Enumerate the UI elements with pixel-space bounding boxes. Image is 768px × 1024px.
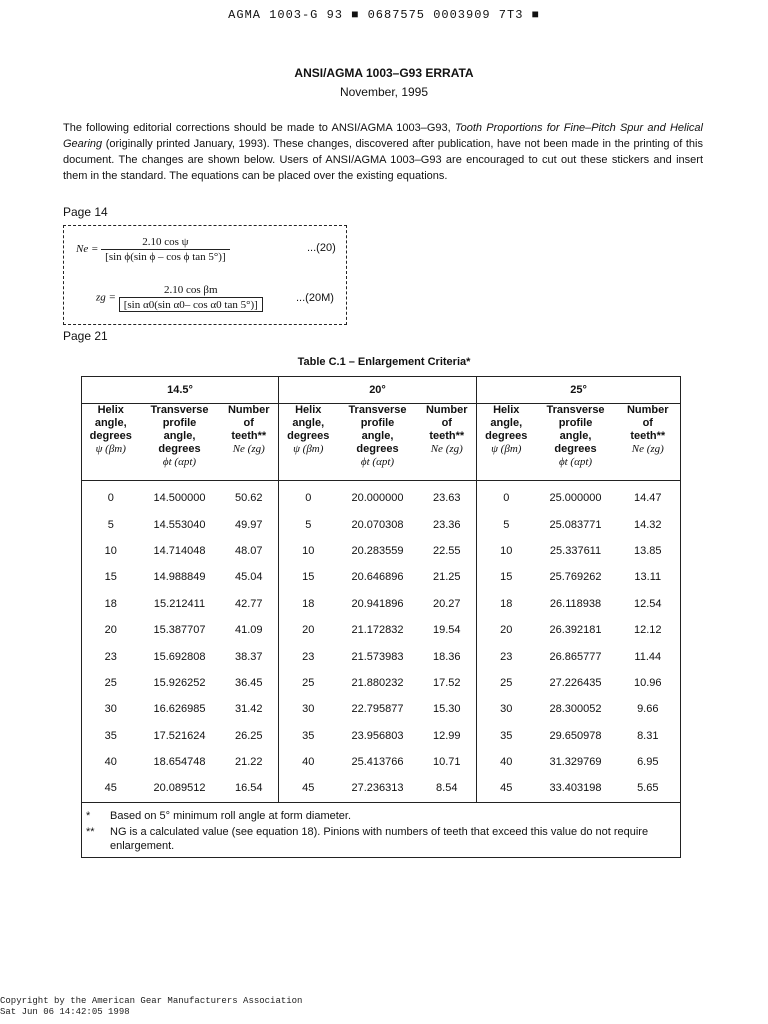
column-header-line: degrees [485,430,528,442]
table-cell: 20.283559 [351,544,404,557]
table-cell: 17.521624 [153,729,206,742]
intro-text-2: (originally printed January, 1993). These changes, discovered after publication, have not been made in the printing of this document. The changes are shown below. Users of ANSI/AGMA 1003–G93 are encouraged to cut out these stickers and insert them in the standard. The equations can be placed over the existing equations. [63,138,703,182]
table-cell: 12.99 [432,729,461,742]
table-cell: 35 [477,723,536,749]
intro-document-title: Tooth Proportions for Fine–Pitch Spur and Helical Gearing [63,122,703,150]
column-header-line: teeth** [630,430,666,442]
column-header-line: teeth** [231,430,267,442]
table-cell: 14.553040 [153,518,206,531]
table-cell: 20 [279,617,338,643]
table-cell: 23.63 [432,492,461,505]
copyright-notice [0,996,302,1018]
eq20m-label: ...(20M) [296,292,334,304]
column-header [82,404,140,481]
table-cell: 25 [477,670,536,696]
column-header-line: profile [162,417,197,429]
column-symbol: Ne (zg) [430,443,463,455]
eq20-denominator: [sin ϕ(sin ϕ – cos ϕ tan 5°)] [105,251,226,263]
table-cell: 14.988849 [153,571,206,584]
table-cell: 45 [279,775,338,802]
table-cell: 29.650978 [549,729,602,742]
table-cell: 26.865777 [549,650,602,663]
table-cell: 30 [82,696,140,722]
group-20-deg: 20° [279,377,477,404]
table-cell: 33.403198 [549,782,602,795]
column-header-line: angle, [559,430,592,442]
table-row [82,723,681,749]
table-cell: 5 [477,511,536,537]
table-row [82,775,681,802]
column-header-line: angle, [292,417,325,429]
column-header-line: degrees [356,443,399,455]
column-header [140,404,220,481]
equation-20m [96,284,263,312]
table-cell: 14.714048 [153,544,206,557]
table-body [82,481,681,803]
table-cell: 31.42 [234,703,263,716]
table-cell: 35 [279,723,338,749]
table-cell: 15.30 [432,703,461,716]
column-header-line: profile [360,417,395,429]
errata-date: November, 1995 [339,85,429,99]
column-header-line: angle, [163,430,196,442]
table-cell: 28.300052 [549,703,602,716]
equation-20 [76,236,230,263]
table-row [82,670,681,696]
table-cell: 21.573983 [351,650,404,663]
table-cell: 23.956803 [351,729,404,742]
table-cell: 20.941896 [351,597,404,610]
table-cell: 13.11 [616,564,681,590]
table-cell: 25.000000 [549,492,602,505]
table-cell: 11.44 [616,643,681,669]
table-row [82,643,681,669]
table-row [82,617,681,643]
table-cell: 5.65 [616,775,681,802]
table-cell: 20.000000 [351,492,404,505]
column-header-line: of [441,417,452,429]
page-21-label: Page 21 [63,329,108,343]
table-cell: 23 [477,643,536,669]
document-header-code: AGMA 1003-G 93 ■ 0687575 0003909 7T3 ■ [228,8,540,22]
table-cell: 41.09 [234,624,263,637]
column-header [536,404,616,481]
table-cell: 36.45 [234,676,263,689]
column-header-line: Transverse [348,404,407,416]
column-header-line: degrees [158,443,201,455]
table-cell: 18 [279,591,338,617]
column-symbol: Ne (zg) [232,443,265,455]
group-14-5-deg: 14.5° [82,377,279,404]
table-cell: 40 [477,749,536,775]
enlargement-criteria-table [81,376,681,858]
table-cell: 26.25 [234,729,263,742]
column-header [477,404,536,481]
table-row [82,481,681,512]
table-cell: 12.12 [616,617,681,643]
column-symbol: ψ (βm) [491,443,522,455]
table-cell: 21.172832 [351,624,404,637]
column-header-line: degrees [89,430,132,442]
eq20-lhs: Ne = [76,243,99,256]
table-cell: 17.52 [432,676,461,689]
table-cell: 10 [82,538,140,564]
footnote-1 [86,809,670,823]
table-cell: 23 [82,643,140,669]
table-cell: 25 [82,670,140,696]
table-cell: 26.392181 [549,624,602,637]
column-header [279,404,338,481]
table-row [82,538,681,564]
table-cell: 10.71 [432,756,461,769]
errata-title: ANSI/AGMA 1003–G93 ERRATA [294,66,474,80]
column-header-line: degrees [554,443,597,455]
eq20-numerator: 2.10 cos ψ [101,236,229,250]
column-header-line: of [243,417,254,429]
table-cell: 50.62 [234,492,263,505]
table-cell: 10 [279,538,338,564]
footnote-2-mark: ** [86,825,95,838]
table-cell: 45 [82,775,140,802]
table-cell: 15 [477,564,536,590]
table-cell: 42.77 [234,597,263,610]
group-25-deg: 25° [477,377,681,404]
table-cell: 20.070308 [351,518,404,531]
intro-text-1: The following editorial corrections should be made to ANSI/AGMA 1003–G93, [63,122,455,134]
table-cell: 23 [279,643,338,669]
table-cell: 21.22 [234,756,263,769]
table-cell: 48.07 [234,544,263,557]
column-header [220,404,279,481]
table-cell: 15.692808 [153,650,206,663]
table-cell: 20.646896 [351,571,404,584]
column-header-line: teeth** [429,430,465,442]
table-cell: 0 [82,481,140,512]
eq20m-numerator: 2.10 cos βm [119,284,263,298]
table-cell: 20 [82,617,140,643]
column-header-line: Helix [97,404,124,416]
table-cell: 0 [279,481,338,512]
table-row [82,511,681,537]
column-header-line: angle, [94,417,127,429]
table-title: Table C.1 – Enlargement Criteria* [297,356,471,368]
table-cell: 14.32 [616,511,681,537]
table-cell: 31.329769 [549,756,602,769]
column-symbol: ψ (βm) [293,443,324,455]
page-14-label: Page 14 [63,205,108,219]
table-cell: 21.25 [432,571,461,584]
table-cell: 25.337611 [549,544,602,557]
column-header-line: profile [558,417,593,429]
table-cell: 23.36 [432,518,461,531]
table-cell: 16.54 [234,782,263,795]
equation-sticker [63,225,347,325]
table-cell: 22.795877 [351,703,404,716]
table-cell: 6.95 [616,749,681,775]
column-header-line: degrees [287,430,330,442]
table-cell: 14.500000 [153,492,206,505]
table-cell: 38.37 [234,650,263,663]
table-cell: 15.926252 [153,676,206,689]
table-cell: 40 [279,749,338,775]
table-cell: 25.413766 [351,756,404,769]
column-header-line: angle, [361,430,394,442]
table-cell: 18 [477,591,536,617]
column-header [616,404,681,481]
table-cell: 5 [279,511,338,537]
table-row [82,591,681,617]
table-cell: 8.54 [436,782,458,795]
column-header [338,404,418,481]
copyright-line-2: Sat Jun 06 14:42:05 1998 [0,1007,130,1017]
table-cell: 18 [82,591,140,617]
table-cell: 30 [279,696,338,722]
column-header-line: Helix [295,404,322,416]
column-header [418,404,477,481]
table-cell: 45.04 [234,571,263,584]
footnote-1-mark: * [86,809,91,822]
eq20m-denominator: [sin α0(sin α0– cos α0 tan 5°)] [119,298,263,312]
table-cell: 25.769262 [549,571,602,584]
column-header-line: Helix [493,404,520,416]
table-cell: 49.97 [234,518,263,531]
column-header-line: Number [227,404,270,416]
column-header-line: of [642,417,653,429]
eq20-fraction [101,236,229,263]
table-cell: 25 [279,670,338,696]
table-cell: 12.54 [616,591,681,617]
column-header-line: Number [626,404,669,416]
footnote-1-text: Based on 5° minimum roll angle at form diameter. [110,809,352,822]
intro-paragraph [63,120,703,184]
eq20m-lhs: zg = [96,291,116,304]
table-cell: 15.212411 [153,597,206,610]
table-cell: 15 [82,564,140,590]
eq20m-fraction [119,284,263,312]
eq20-label: ...(20) [307,242,336,254]
table-cell: 20.089512 [153,782,206,795]
column-symbol: ϕt (αpt) [558,456,593,468]
table-cell: 21.880232 [351,676,404,689]
table-cell: 40 [82,749,140,775]
table-row [82,749,681,775]
table-cell: 0 [477,481,536,512]
table-cell: 27.226435 [549,676,602,689]
table-cell: 5 [82,511,140,537]
table-cell: 20.27 [432,597,461,610]
column-symbol: ϕt (αpt) [162,456,197,468]
table-cell: 30 [477,696,536,722]
table-cell: 10.96 [616,670,681,696]
table-cell: 19.54 [432,624,461,637]
table-cell: 45 [477,775,536,802]
column-symbol: ψ (βm) [95,443,126,455]
table-cell: 18.36 [432,650,461,663]
table-cell: 18.654748 [153,756,206,769]
column-symbol: ϕt (αpt) [360,456,395,468]
table-cell: 15.387707 [153,624,206,637]
table-cell: 15 [279,564,338,590]
column-header-line: Transverse [546,404,605,416]
table-cell: 16.626985 [153,703,206,716]
table-row [82,564,681,590]
column-header-line: angle, [490,417,523,429]
table-cell: 9.66 [616,696,681,722]
column-header-line: Number [425,404,468,416]
table-row [82,696,681,722]
table-cell: 8.31 [616,723,681,749]
column-symbol: Ne (zg) [631,443,664,455]
column-header-row [82,404,681,481]
table-cell: 27.236313 [351,782,404,795]
copyright-line-1: Copyright by the American Gear Manufacturers Association [0,996,303,1006]
footnote-2-text: NG is a calculated value (see equation 18). Pinions with numbers of teeth that exceed this value do not require enlargement. [110,825,649,852]
table-cell: 20 [477,617,536,643]
footnotes-cell [82,802,681,857]
table-cell: 22.55 [432,544,461,557]
table-cell: 26.118938 [549,597,602,610]
table-cell: 35 [82,723,140,749]
table-cell: 25.083771 [549,518,602,531]
table-cell: 10 [477,538,536,564]
column-header-line: Transverse [150,404,209,416]
table-cell: 13.85 [616,538,681,564]
table-cell: 14.47 [616,481,681,512]
footnote-2 [86,825,670,853]
